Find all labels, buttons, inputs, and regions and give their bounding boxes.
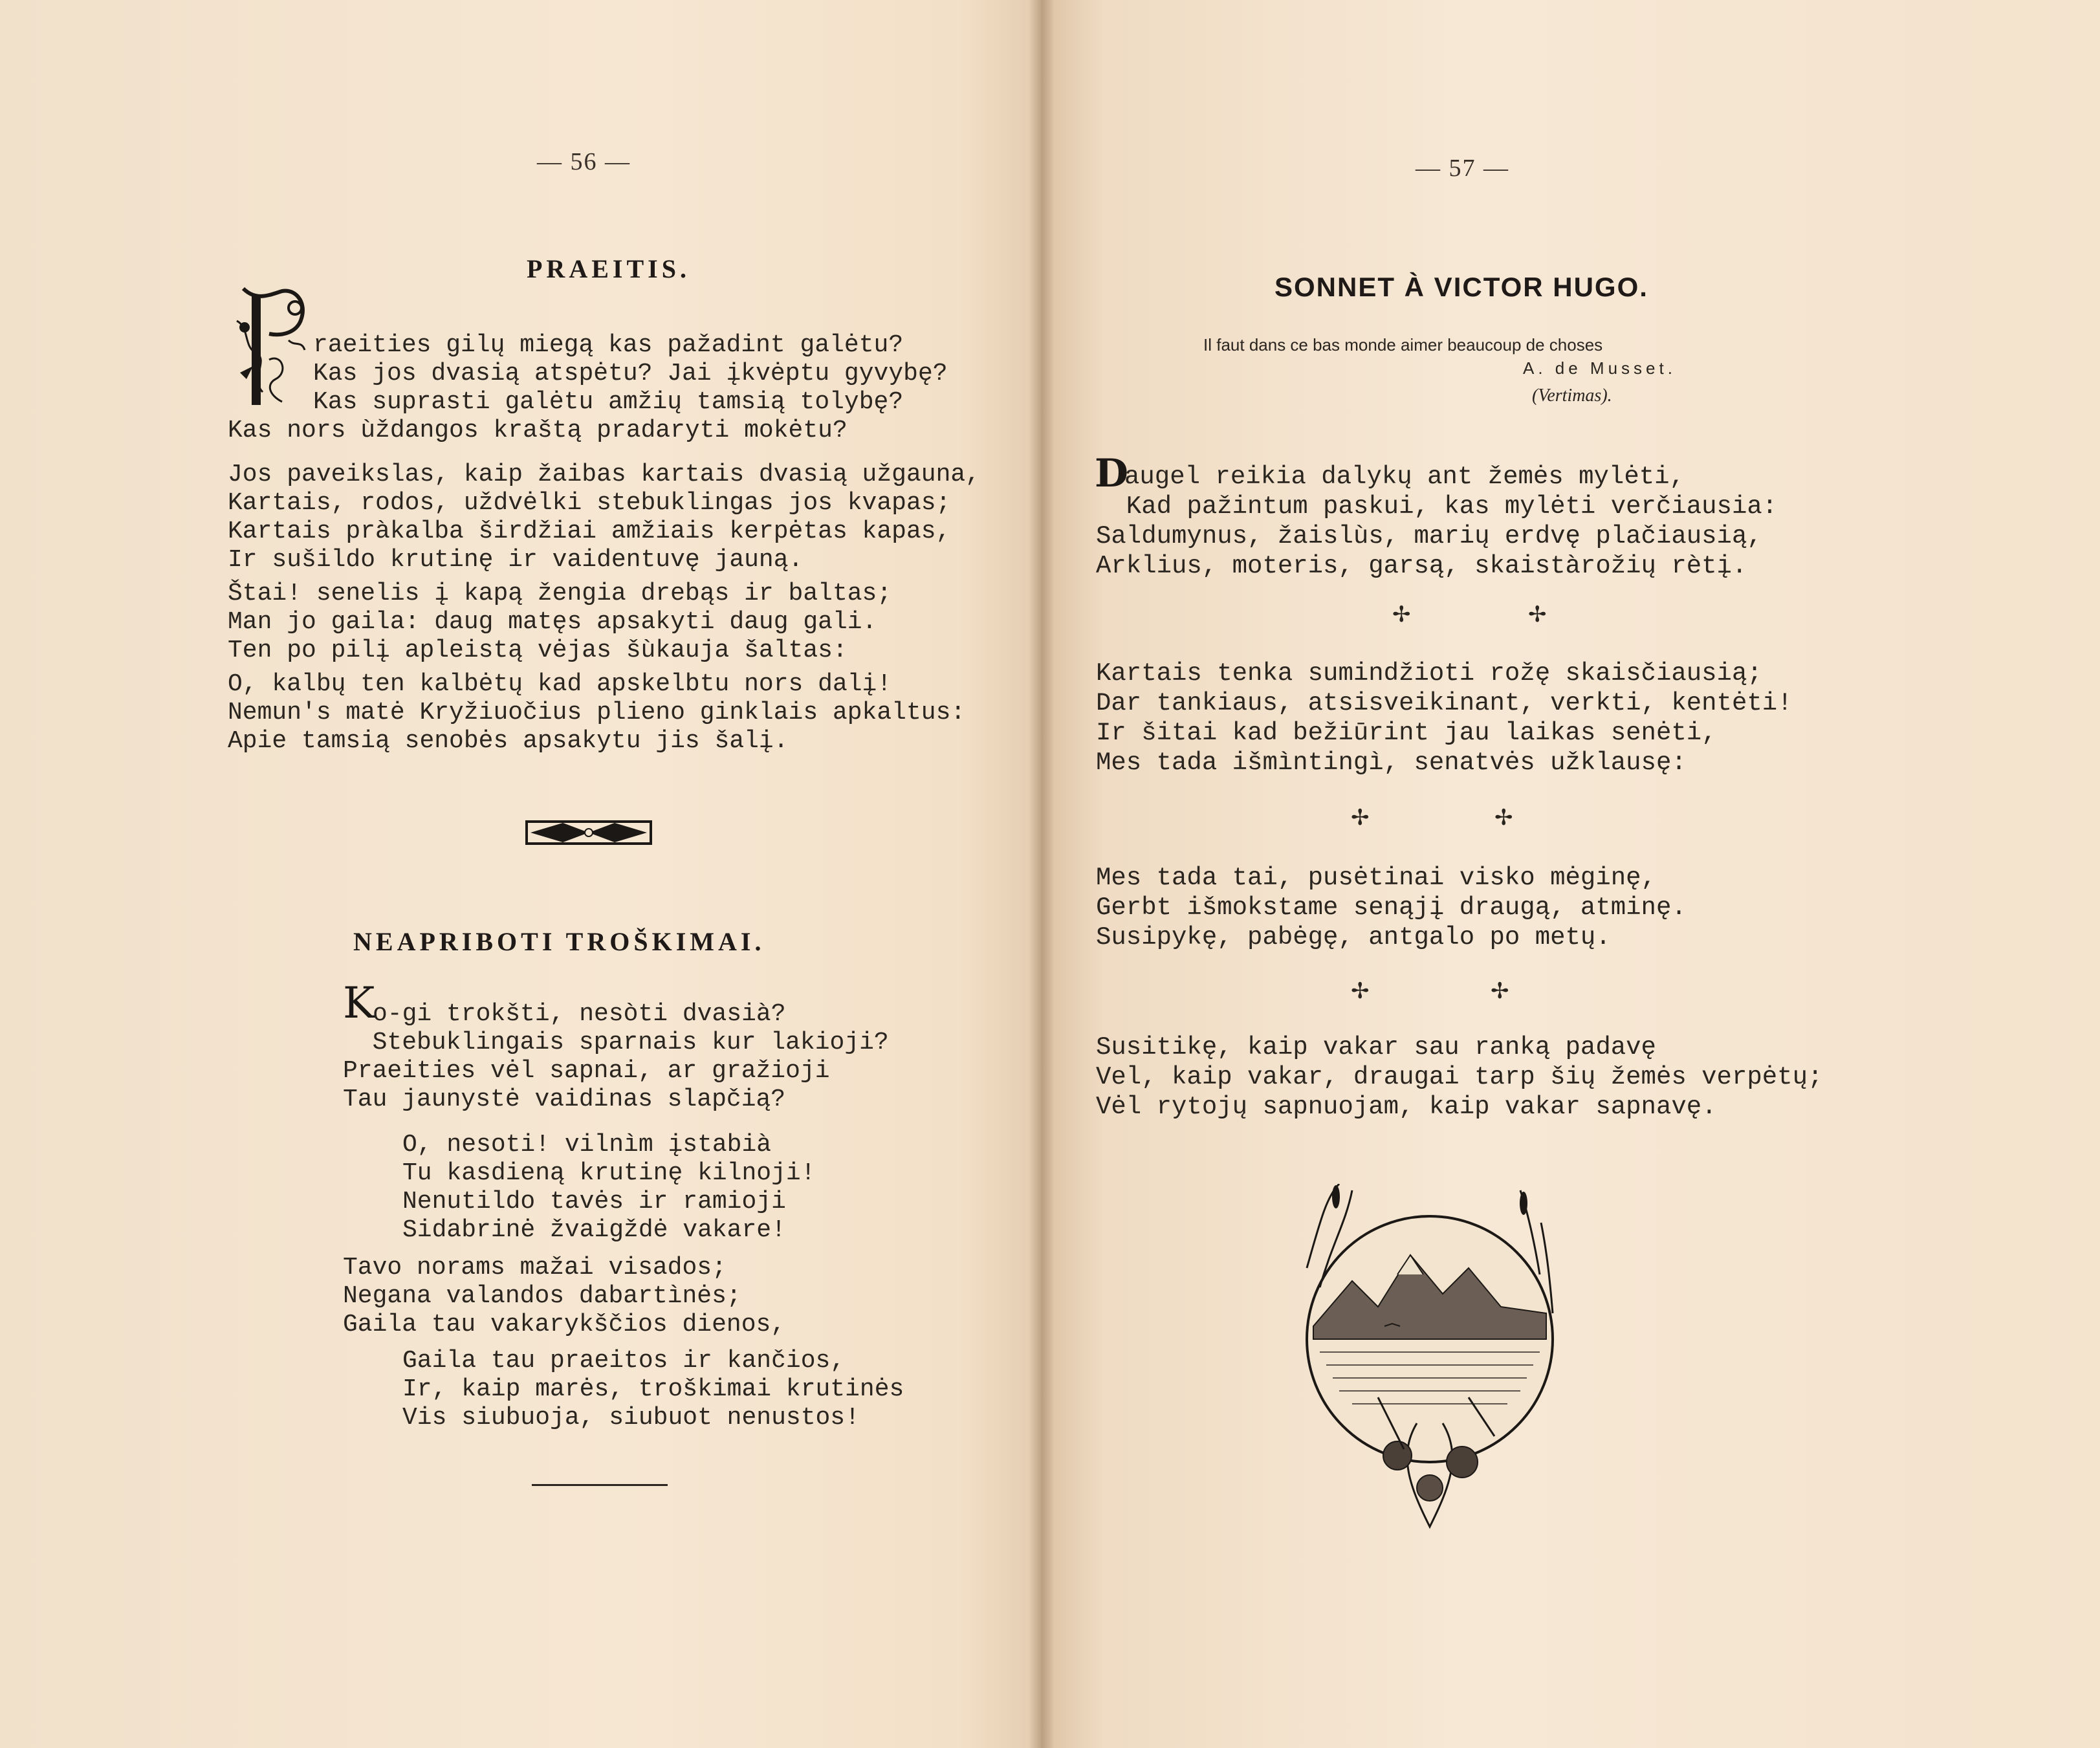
- poem-line: o-gi trokšti, nesòti dvasià?: [373, 1000, 786, 1028]
- landscape-vignette-illustration: [1300, 1184, 1559, 1533]
- poem-line: Kas nors ùždangos kraštą pradaryti mokėtu?: [228, 417, 848, 444]
- poem-stanza: Gaila tau praeitos ir kančios, Ir, kaip marės, troškimai krutinės Vis siubuoja, siubuot nenustos!: [402, 1347, 904, 1432]
- poem-stanza: Tavo norams mažai visados; Negana valandos dabartìnės; Gaila tau vakarykščios dienos,: [343, 1254, 786, 1338]
- poem-title: NEAPRIBOTI TROŠKIMAI.: [353, 927, 765, 956]
- end-rule: [532, 1484, 668, 1486]
- poem-stanza: O, nesoti! vilnìm įstabià Tu kasdieną krutinę kilnoji! Nenutildo tavės ir ramioji Sidabrinė žvaigždė vakare!: [402, 1131, 816, 1244]
- cross-ornament-icon: ✢: [1528, 602, 1547, 628]
- poem-stanza: Kad pažintum paskui, kas mylėti verčiausia: Saldumynus, žaislùs, marių erdvę plačiausią, Arklius, moteris, garsą, skaistàrožių rètį.: [1096, 492, 1778, 580]
- cross-ornament-icon: ✢: [1351, 978, 1370, 1004]
- poem-title: SONNET À VICTOR HUGO.: [1274, 272, 1648, 302]
- epigraph-author: A. de Musset.: [1523, 358, 1676, 378]
- drop-cap: D: [1095, 451, 1129, 496]
- left-page: [0, 0, 1042, 1748]
- poem-stanza: Stebuklingais sparnais kur lakioji? Praeities vėl sapnai, ar gražioji Tau jaunystė vaidinas slapčią?: [343, 1029, 889, 1113]
- book-gutter: [1029, 0, 1055, 1748]
- translation-note: (Vertimas).: [1532, 386, 1612, 406]
- page-number: — 56 —: [537, 148, 631, 175]
- drop-cap: K: [343, 978, 375, 1028]
- poem-stanza: Kartais tenka sumindžioti rožę skaisčiausią; Dar tankiaus, atsisveikinant, verkti, kentėti! Ir šitai kad bežiūrint jau laikas senėti, Mes tada išmìntingì, senatvės užklausę:: [1096, 659, 1793, 777]
- ornate-drop-cap-icon: [230, 282, 314, 411]
- poem-title: PRAEITIS.: [527, 254, 690, 283]
- poem-stanza: raeities gilų miegą kas pažadint galėtu? Kas jos dvasią atspėtu? Jai įkvėptu gyvybę? Kas suprasti galėtu amžių tamsią tolybę?: [313, 331, 948, 416]
- page-number: — 57 —: [1416, 155, 1509, 182]
- poem-stanza: O, kalbų ten kalbėtų kad apskelbtu nors dalį! Nemun's matė Kryžiuočius plieno ginklais apkaltus: Apie tamsią senobės apsakytu jis šalį.: [228, 670, 966, 755]
- poem-stanza: Jos paveikslas, kaip žaibas kartais dvasią užgauna, Kartais, rodos, uždvėlki stebuklingas jos kvapas; Kartais pràkalba širdžiai amžiais kerpėtas kapas, Ir sušildo krutinę ir vaidentuvę jauną.: [228, 461, 980, 574]
- cross-ornament-icon: ✢: [1392, 602, 1411, 628]
- poem-line: augel reikia dalykų ant žemės mylėti,: [1124, 463, 1685, 491]
- right-page: [1042, 0, 2100, 1748]
- poem-stanza: Susitikę, kaip vakar sau ranką padavę Vel, kaip vakar, draugai tarp šių žemės verpėtų; Vėl rytojų sapnuojam, kaip vakar sapnavę.: [1096, 1033, 1823, 1121]
- cross-ornament-icon: ✢: [1494, 805, 1513, 831]
- poem-stanza: Štai! senelis į kapą žengia drebąs ir baltas; Man jo gaila: daug matęs apsakyti daug gali. Ten po pilį apleistą vėjas šùkauja šaltas:: [228, 580, 892, 664]
- poem-stanza: Mes tada tai, pusėtinai visko mėginę, Gerbt išmokstame senąjį draugą, atminę. Susipykę, pabėgę, antgalo po metų.: [1096, 864, 1687, 952]
- cross-ornament-icon: ✢: [1351, 805, 1370, 831]
- ornament-divider-icon: [524, 816, 653, 849]
- cross-ornament-icon: ✢: [1491, 978, 1509, 1004]
- epigraph: Il faut dans ce bas monde aimer beaucoup de choses: [1203, 335, 1603, 355]
